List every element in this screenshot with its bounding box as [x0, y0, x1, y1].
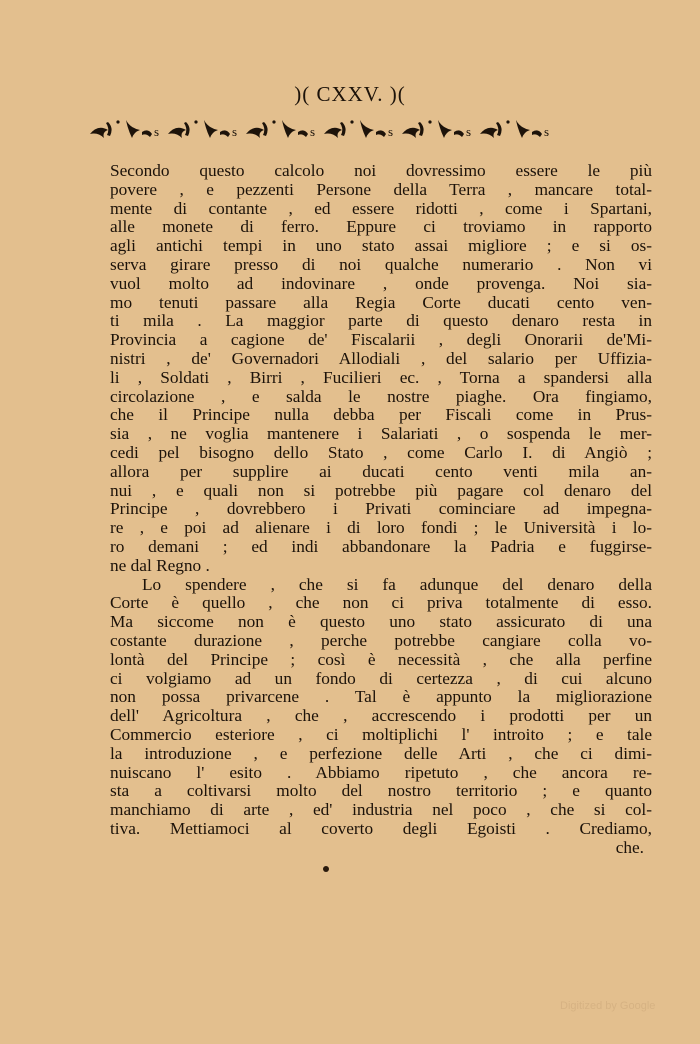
text-line: re , e poi ad alienare i di loro fondi ; le Università i lo- [110, 518, 652, 538]
text-line: nui , e quali non si potrebbe più pagare col denaro del [110, 480, 652, 500]
text-line: cedi pel bisogno dello Stato , come Carlo I. di Angiò ; [110, 442, 652, 462]
text-line: dell' Agricoltura , che , accrescendo i prodotti per un [110, 706, 652, 726]
text-line: sta a coltivarsi molto del nostro territorio ; e quanto [110, 781, 652, 801]
text-line: agli antichi tempi in uno stato assai migliore ; e si os- [110, 236, 652, 256]
text-line: non possa privarcene . Tal è appunto la migliorazione [110, 687, 652, 707]
text-line: costante durazione , perche potrebbe cangiare colla vo- [110, 630, 652, 650]
body-text [110, 162, 652, 857]
text-line: la introduzione , e perfezione delle Arti , che ci dimi- [110, 743, 652, 763]
text-line: serva girare presso di noi qualche numerario . Non vi [110, 254, 652, 274]
text-line: Provincia a cagione de' Fiscalarii , degli Onorarii de'Mi- [110, 330, 652, 350]
signature-mark [323, 866, 329, 872]
text-line: lontà del Principe ; così è necessità , che alla perfine [110, 649, 652, 669]
text-line: mente di contante , ed essere ridotti , come i Spartani, [110, 198, 652, 218]
text-line: sia , ne voglia mantenere i Salariati , o sospenda le mer- [110, 424, 652, 444]
text-line: nistri , de' Governadori Allodiali , del salario per Uffizia- [110, 348, 652, 368]
text-line: Corte è quello , che non ci priva totalmente di esso. [110, 593, 652, 613]
text-line: povere , e pezzenti Persone della Terra , mancare total- [110, 179, 652, 199]
text-line: manchiamo di arte , ed' industria nel poco , che si col- [110, 800, 652, 820]
text-line: circolazione , e salda le nostre piaghe. Ora fingiamo, [110, 386, 652, 406]
text-line: Ma siccome non è questo uno stato assicurato di una [110, 612, 652, 632]
text-line: ne dal Regno . [110, 555, 210, 575]
text-line: tiva. Mettiamoci al coverto degli Egoisti . Crediamo, [110, 818, 652, 838]
text-line: Commercio esteriore , ci moltiplichi l' introito ; e tale [110, 724, 652, 744]
text-line: alle monete di ferro. Eppure ci troviamo in rapporto [110, 217, 652, 237]
text-line: vuol molto ad indovinare , onde provenga. Noi sia- [110, 273, 652, 293]
text-line: ci volgiamo ad un fondo di certezza , di cui alcuno [110, 668, 652, 688]
text-line: Secondo questo calcolo noi dovressimo essere le più [110, 161, 652, 180]
text-line: che il Principe nulla debba per Fiscali come in Prus- [110, 405, 652, 425]
running-header: )( CXXV. )( [294, 82, 406, 106]
text-line: ro demani ; ed indi abbandonare la Padria e fuggirse- [110, 536, 652, 556]
watermark: Digitized by Google [560, 1000, 656, 1012]
text-line: mo tenuti passare alla Regia Corte ducati cento ven- [110, 292, 652, 312]
svg-text:s: s [154, 124, 160, 139]
text-line: Principe , dovrebbero i Privati cominciare ad impegna- [110, 499, 652, 519]
text-line: li , Soldati , Birri , Fucilieri ec. , Torna a spandersi alla [110, 367, 652, 387]
text-line: nuiscano l' esito . Abbiamo ripetuto , che ancora re- [110, 762, 652, 782]
catchword: che. [615, 837, 644, 857]
text-line: Lo spendere , che si fa adunque del denaro della [142, 574, 652, 594]
ornamental-border [88, 116, 558, 144]
text-line: allora per supplire ai ducati cento venti mila an- [110, 461, 652, 481]
text-line: ti mila . La maggior parte di questo denaro resta in [110, 311, 652, 331]
floral-ornament-icon [88, 116, 558, 144]
